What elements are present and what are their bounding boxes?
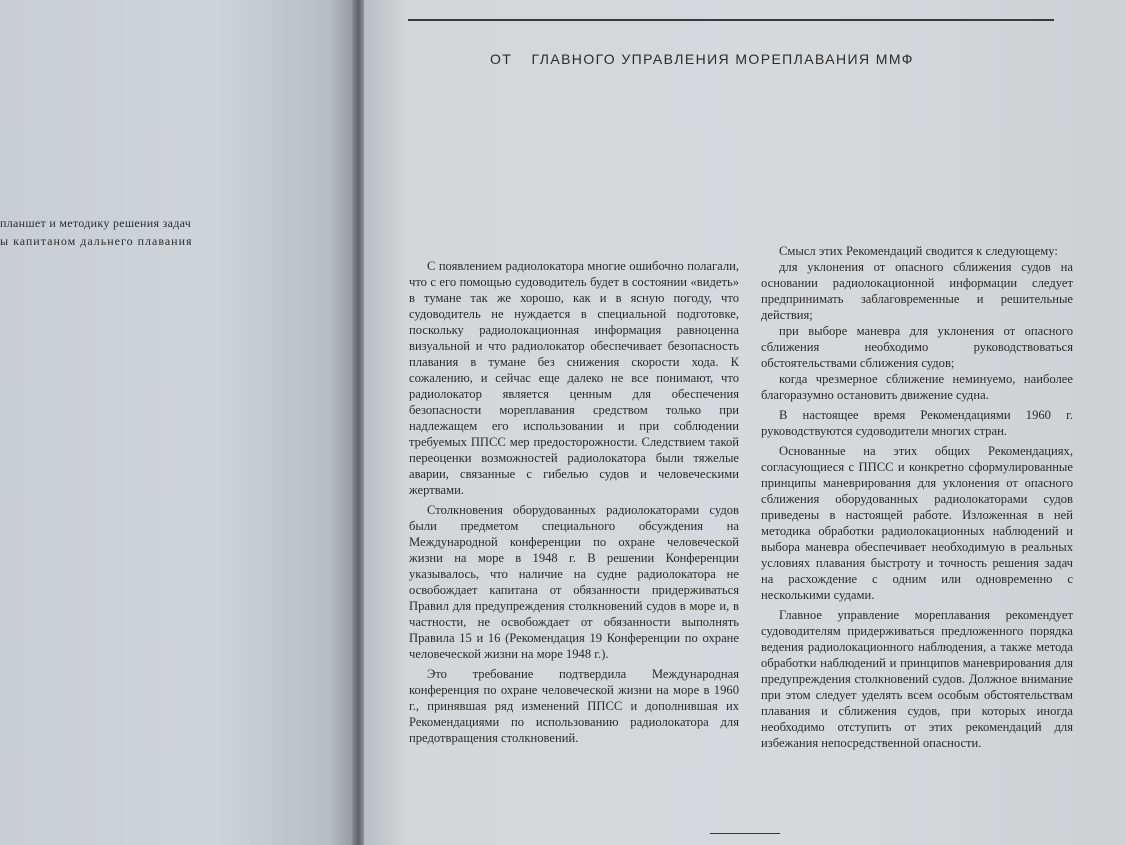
- top-rule: [408, 19, 1054, 21]
- left-page-line: планшет и методику решения задач: [0, 216, 192, 230]
- left-page: [0, 0, 358, 845]
- list-item: при выборе маневра для уклонения от опасного сближения необходимо руководствоваться обстоятельствами сближения судов;: [761, 324, 1073, 370]
- bottom-rule: [710, 833, 780, 834]
- list-item: когда чрезмерное сближение неминуемо, наиболее благоразумно остановить движение судна.: [761, 372, 1073, 402]
- paragraph: В настоящее время Рекомендациями 1960 г. руководствуются судоводители многих стран.: [761, 408, 1073, 438]
- heading-word: ОТ: [490, 51, 513, 67]
- paragraph: Столкновения оборудованных радиолокаторами судов были предметом специального обсуждения на Международной конференции по охране человеческой жизни на море в 1948 г. В решении Конференции указывалось, что наличие на судне радиолокатора не освобождает капитана от обязанности придерживаться Правил для предупреждения столкновений судов в море и, в частности, не освобождает от обязанности выполнять Правила 15 и 16 (Рекомендация 19 Конференции по охране человеческой жизни на море 1948 г.).: [409, 503, 739, 661]
- paragraph: Это требование подтвердила Международная конференция по охране человеческой жизни на море в 1960 г., принявшая ряд изменений ППСС и дополнившая их Рекомендациями по использованию радиолокатора для предотвращения столкновений.: [409, 667, 739, 745]
- paragraph: С появлением радиолокатора многие ошибочно полагали, что с его помощью судоводитель будет в состоянии «видеть» в тумане так же хорошо, как и в ясную погоду, что судоводитель не нуждается в специальной подготовке, поскольку радиолокационная информация равноценна визуальной и что радиолокатор обеспечивает безопасность плавания в тумане без снижения скорости хода. К сожалению, и сейчас еще далеко не все понимают, что радиолокатор является ценным для обеспечения безопасности мореплавания средством только при надлежащем его использовании и при соблюдении требуемых ППСС мер предосторожности. Следствием такой переоценки возможностей радиолокатора были тяжелые аварии, связанные с гибелью судов и человеческими жертвами.: [409, 259, 739, 497]
- text-column-left: [409, 258, 739, 746]
- left-page-text: [0, 214, 240, 250]
- right-page: [364, 0, 1126, 845]
- paragraph: Основанные на этих общих Рекомендациях, согласующиеся с ППСС и конкретно сформулированные принципы маневрирования для уклонения от опасного сближения оборудованных радиолокаторами судов приведены в настоящей работе. Изложенная в ней методика обработки радиолокационных наблюдений и выбора маневра обеспечивает необходимую в реальных условиях плавания быстроту и точность решения задач на расхождение с одним или одновременно с несколькими судами.: [761, 444, 1073, 602]
- list-item: для уклонения от опасного сближения судов на основании радиолокационной информации следует предпринимать заблаговременные и решительные действия;: [761, 260, 1073, 322]
- heading-rest: ГЛАВНОГО УПРАВЛЕНИЯ МОРЕПЛАВАНИЯ ММФ: [531, 51, 914, 67]
- paragraph: Главное управление мореплавания рекомендует судоводителям придерживаться предложенного порядка ведения радиолокационного наблюдения, а также метода обработки наблюдений и принципов маневрирования для предупреждения столкновений судов. Должное внимание при этом следует уделять всем особым обстоятельствам плавания и сближения судов, при которых иногда необходимо отступить от этих рекомендаций для избежания непосредственной опасности.: [761, 608, 1073, 750]
- paragraph: Смысл этих Рекомендаций сводится к следующему:: [779, 244, 1058, 258]
- left-page-line: ы капитаном дальнего плавания: [0, 234, 193, 248]
- page-heading: [490, 51, 990, 67]
- text-column-right: [761, 243, 1073, 751]
